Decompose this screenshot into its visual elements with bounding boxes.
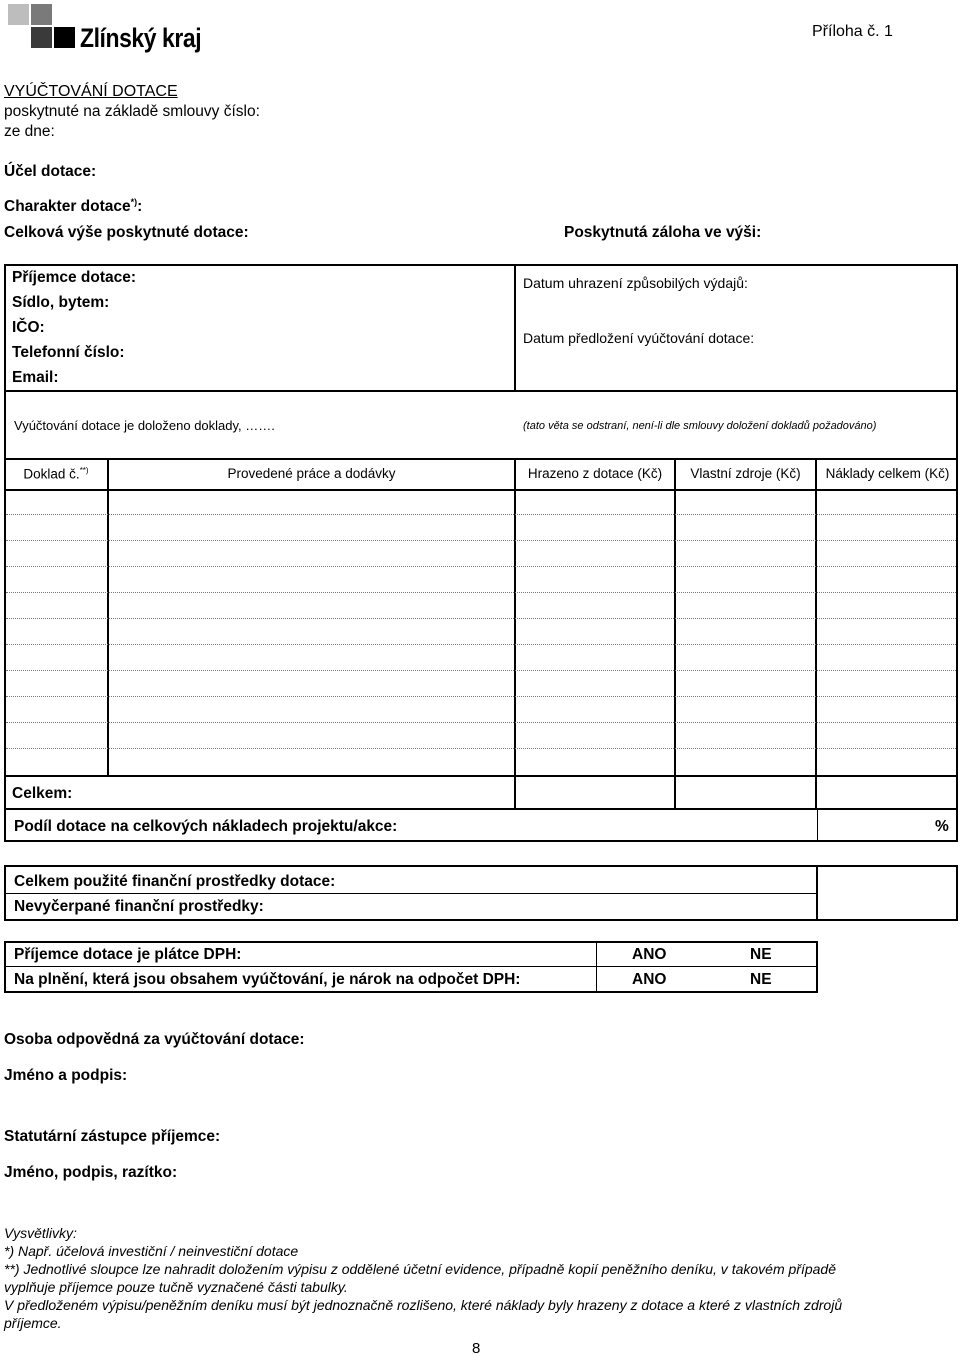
purpose-label: Účel dotace:: [4, 163, 97, 180]
documents-statement: Vyúčtování dotace je doloženo doklady, …….: [14, 418, 275, 433]
vat-deduction-no[interactable]: NE: [750, 971, 772, 988]
vat-deduction-yes[interactable]: ANO: [632, 971, 667, 988]
vat-payer-label: Příjemce dotace je plátce DPH:: [14, 946, 242, 963]
funds-unused-label: Nevyčerpané finanční prostředky:: [14, 898, 264, 915]
attachment-label: Příloha č. 1: [812, 23, 893, 40]
logo-text: Zlínský kraj: [80, 23, 202, 53]
share-unit: %: [935, 818, 949, 835]
table-row: [6, 748, 956, 749]
character-label: Charakter dotace*):: [4, 197, 143, 216]
contract-date-label: ze dne:: [4, 123, 55, 140]
table-row: [6, 514, 956, 515]
col-subsidy: Hrazeno z dotace (Kč): [527, 466, 663, 481]
table-row: [6, 540, 956, 541]
note-3a: V předloženém výpisu/peněžním deníku musí být jednoznačně rozlišeno, které náklady byly hrazeny z dotace a které z vlastních zdrojů: [4, 1297, 843, 1313]
vat-payer-yes[interactable]: ANO: [632, 946, 667, 963]
table-row: [6, 670, 956, 671]
name-signature-stamp-label: Jméno, podpis, razítko:: [4, 1164, 178, 1181]
logo: [8, 4, 218, 56]
notes-title: Vysvětlivky:: [4, 1225, 77, 1241]
table-row: [6, 644, 956, 645]
note-3b: příjemce.: [4, 1315, 62, 1331]
name-signature-label: Jméno a podpis:: [4, 1067, 128, 1084]
documents-note: (tato věta se odstraní, není-li dle smlouvy doložení dokladů požadováno): [523, 420, 877, 432]
recipient-name-label: Příjemce dotace:: [12, 269, 137, 286]
contract-number-label: poskytnuté na základě smlouvy číslo:: [4, 103, 260, 120]
col-own-funds: Vlastní zdroje (Kč): [690, 466, 801, 481]
responsible-person-label: Osoba odpovědná za vyúčtování dotace:: [4, 1031, 305, 1048]
col-doc-number: Doklad č.**): [23, 466, 89, 482]
ico-label: IČO:: [12, 319, 45, 336]
page-number: 8: [472, 1340, 481, 1357]
total-amount-label: Celková výše poskytnuté dotace:: [4, 224, 249, 241]
statutory-representative-label: Statutární zástupce příjemce:: [4, 1128, 221, 1145]
date-paid-label: Datum uhrazení způsobilých výdajů:: [523, 275, 748, 291]
vat-deduction-label: Na plnění, která jsou obsahem vyúčtování, je nárok na odpočet DPH:: [14, 971, 521, 988]
col-total-costs: Náklady celkem (Kč): [825, 466, 950, 481]
document-title: VYÚČTOVÁNÍ DOTACE: [4, 83, 178, 100]
note-2a: **) Jednotlivé sloupce lze nahradit doložením výpisu z oddělené účetní evidence, případně kopií peněžního deníku, v takovém případě: [4, 1261, 836, 1277]
email-label: Email:: [12, 369, 59, 386]
funds-used-label: Celkem použité finanční prostředky dotace:: [14, 873, 336, 890]
share-label: Podíl dotace na celkových nákladech projektu/akce:: [14, 818, 398, 835]
table-row: [6, 722, 956, 723]
address-label: Sídlo, bytem:: [12, 294, 110, 311]
note-2b: vyplňuje příjemce pouze tučně vyznačené části tabulky.: [4, 1279, 348, 1295]
advance-label: Poskytnutá záloha ve výši:: [564, 224, 762, 241]
recipient-box: [4, 264, 958, 392]
note-1: *) Např. účelová investiční / neinvestiční dotace: [4, 1243, 299, 1259]
phone-label: Telefonní číslo:: [12, 344, 125, 361]
table-row: [6, 566, 956, 567]
date-submitted-label: Datum předložení vyúčtování dotace:: [523, 330, 755, 346]
col-works: Provedené práce a dodávky: [227, 466, 396, 481]
table-row: [6, 592, 956, 593]
vat-payer-no[interactable]: NE: [750, 946, 772, 963]
table-row: [6, 618, 956, 619]
table-row: [6, 696, 956, 697]
table-total-label: Celkem:: [12, 785, 73, 802]
